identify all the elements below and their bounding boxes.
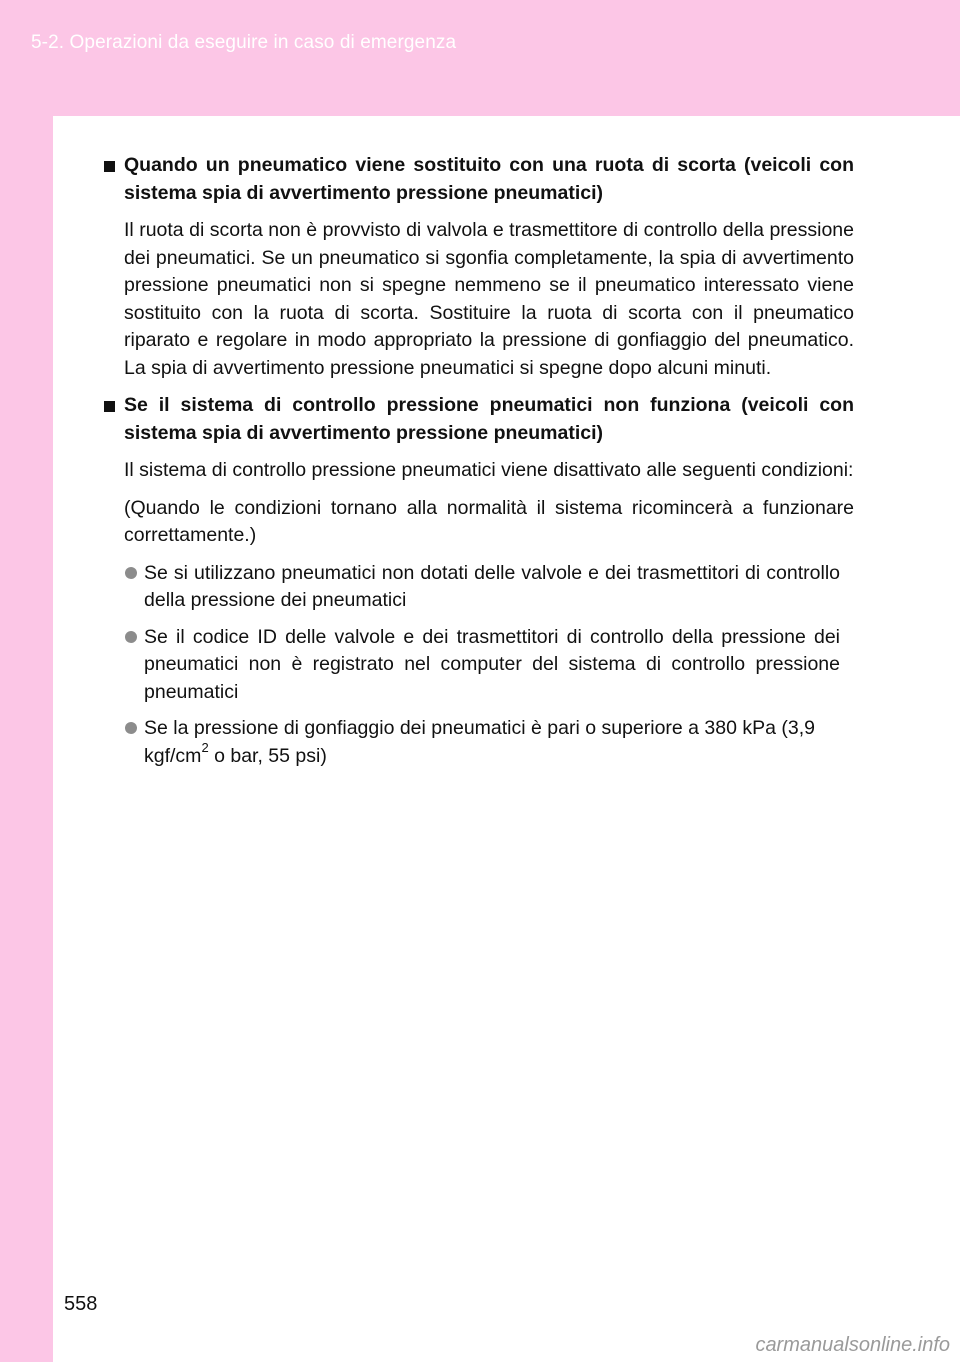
list-item: Se il codice ID delle valvole e dei trasmettitori di controllo della pressione dei pneumatici non è registrato nel computer del sistema di controllo pressione pneumatici (104, 624, 840, 707)
section-heading-system-failure: Se il sistema di controllo pressione pneumatici non funziona (veicoli con sistema spia di avvertimento pressione pneumatici) (104, 392, 854, 447)
square-bullet-icon (104, 401, 115, 412)
section-breadcrumb: 5-2. Operazioni da eseguire in caso di emergenza (31, 32, 457, 53)
side-strip (0, 116, 53, 1362)
round-bullet-icon (125, 567, 137, 579)
page-number: 558 (64, 1293, 98, 1315)
section-heading-spare-tire: Quando un pneumatico viene sostituito con una ruota di scorta (veicoli con sistema spia di avvertimento pressione pneumatici) (104, 152, 854, 207)
watermark: carmanualsonline.info (755, 1334, 950, 1356)
square-bullet-icon (104, 161, 115, 172)
paragraph: Il sistema di controllo pressione pneumatici viene disattivato alle seguenti condizioni: (124, 459, 854, 481)
list-item: Se si utilizzano pneumatici non dotati delle valvole e dei trasmettitori di controllo della pressione dei pneumatici (104, 560, 840, 615)
superscript: 2 (201, 740, 209, 755)
list-item: Se la pressione di gonfiaggio dei pneumatici è pari o superiore a 380 kPa (3,9 kgf/$cm^2$ o bar, 55 psi) (104, 715, 840, 770)
page-header (0, 0, 960, 116)
main-content (104, 152, 854, 779)
round-bullet-icon (125, 631, 137, 643)
paragraph: (Quando le condizioni tornano alla normalità il sistema ricomincerà a funzionare correttamente.) (124, 496, 854, 546)
paragraph: Il ruota di scorta non è provvisto di valvola e trasmettitore di controllo della pressione dei pneumatici. Se un pneumatico si sgonfia completamente, la spia di avvertimento pressione pneumatici non si spegne nemmeno se il pneumatico interessato viene sostituito con la ruota di scorta. Sostituire la ruota di scorta con il pneumatico riparato e regolare in modo appropriato la pressione di gonfiaggio del pneumatico. La spia di avvertimento pressione pneumatici si spegne dopo alcuni minuti. (124, 219, 854, 379)
round-bullet-icon (125, 722, 137, 734)
